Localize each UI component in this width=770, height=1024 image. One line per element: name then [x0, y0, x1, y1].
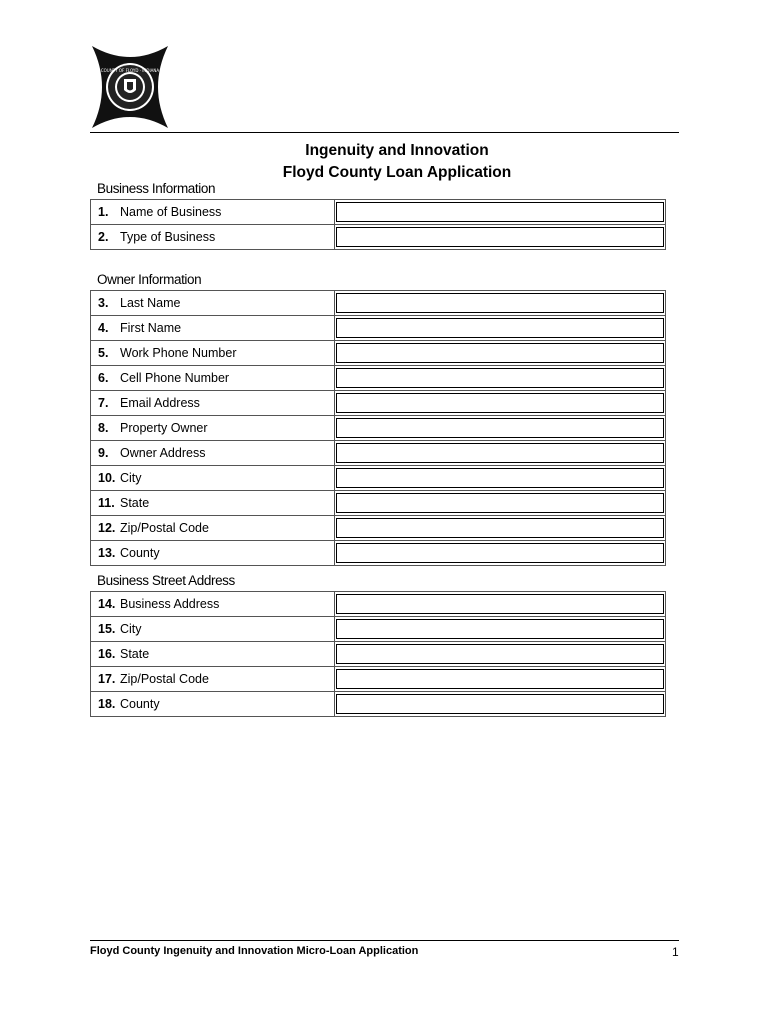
row-number: 13. [98, 546, 116, 560]
header-rule [90, 132, 679, 133]
business-state-field[interactable] [336, 644, 664, 664]
row-number: 14. [98, 597, 116, 611]
field-label: State [120, 647, 150, 661]
form-row [91, 341, 666, 366]
field-label: Property Owner [120, 421, 208, 435]
row-number: 2. [98, 230, 109, 244]
footer-rule [90, 940, 679, 941]
owner-information-table [90, 290, 666, 566]
row-number: 1. [98, 205, 109, 219]
field-label: Business Address [120, 597, 220, 611]
section-heading-owner-information: Owner Information [97, 272, 202, 287]
row-number: 8. [98, 421, 109, 435]
form-row [91, 516, 666, 541]
property-owner-field[interactable] [336, 418, 664, 438]
cell-phone-field[interactable] [336, 368, 664, 388]
field-label: County [120, 697, 160, 711]
email-address-field[interactable] [336, 393, 664, 413]
work-phone-field[interactable] [336, 343, 664, 363]
form-row [91, 541, 666, 566]
name-of-business-field[interactable] [336, 202, 664, 222]
field-label: Type of Business [120, 230, 216, 244]
field-label: Owner Address [120, 446, 206, 460]
field-label: Last Name [120, 296, 181, 310]
form-row [91, 316, 666, 341]
field-label: Zip/Postal Code [120, 521, 209, 535]
field-label: City [120, 471, 142, 485]
row-number: 17. [98, 672, 116, 686]
row-number: 5. [98, 346, 109, 360]
business-city-field[interactable] [336, 619, 664, 639]
form-row [91, 416, 666, 441]
form-row [91, 441, 666, 466]
type-of-business-field[interactable] [336, 227, 664, 247]
form-row [91, 366, 666, 391]
form-row [91, 592, 666, 617]
last-name-field[interactable] [336, 293, 664, 313]
row-number: 12. [98, 521, 116, 535]
section-heading-business-street-address: Business Street Address [97, 573, 235, 588]
row-number: 4. [98, 321, 109, 335]
document-title-line1: Ingenuity and Innovation [305, 142, 489, 159]
row-number: 18. [98, 697, 116, 711]
county-seal-logo [90, 46, 170, 128]
field-label: First Name [120, 321, 182, 335]
form-row [91, 491, 666, 516]
owner-address-field[interactable] [336, 443, 664, 463]
field-label: City [120, 622, 142, 636]
form-row [91, 667, 666, 692]
business-street-address-table [90, 591, 666, 717]
form-row [91, 692, 666, 717]
form-row [91, 617, 666, 642]
footer-document-name: Floyd County Ingenuity and Innovation Micro-Loan Application [90, 945, 419, 957]
business-zip-field[interactable] [336, 669, 664, 689]
row-number: 3. [98, 296, 109, 310]
form-row [91, 200, 666, 225]
form-row [91, 466, 666, 491]
form-row [91, 642, 666, 667]
page-number: 1 [672, 945, 679, 959]
row-number: 11. [98, 496, 115, 510]
owner-city-field[interactable] [336, 468, 664, 488]
business-information-table [90, 199, 666, 250]
field-label: Zip/Postal Code [120, 672, 209, 686]
owner-state-field[interactable] [336, 493, 664, 513]
field-label: Work Phone Number [120, 346, 237, 360]
owner-zip-field[interactable] [336, 518, 664, 538]
field-label: Cell Phone Number [120, 371, 230, 385]
section-heading-business-information: Business Information [97, 181, 216, 196]
owner-county-field[interactable] [336, 543, 664, 563]
row-number: 15. [98, 622, 116, 636]
row-number: 10. [98, 471, 116, 485]
first-name-field[interactable] [336, 318, 664, 338]
business-address-field[interactable] [336, 594, 664, 614]
field-label: Name of Business [120, 205, 222, 219]
svg-text:COUNTY OF FLOYD · INDIANA: COUNTY OF FLOYD · INDIANA [100, 68, 160, 73]
row-number: 16. [98, 647, 116, 661]
field-label: County [120, 546, 160, 560]
row-number: 7. [98, 396, 109, 410]
field-label: State [120, 496, 150, 510]
form-row [91, 391, 666, 416]
row-number: 6. [98, 371, 109, 385]
field-label: Email Address [120, 396, 200, 410]
form-row [91, 291, 666, 316]
document-title-line2: Floyd County Loan Application [282, 164, 512, 181]
row-number: 9. [98, 446, 109, 460]
form-row [91, 225, 666, 250]
business-county-field[interactable] [336, 694, 664, 714]
